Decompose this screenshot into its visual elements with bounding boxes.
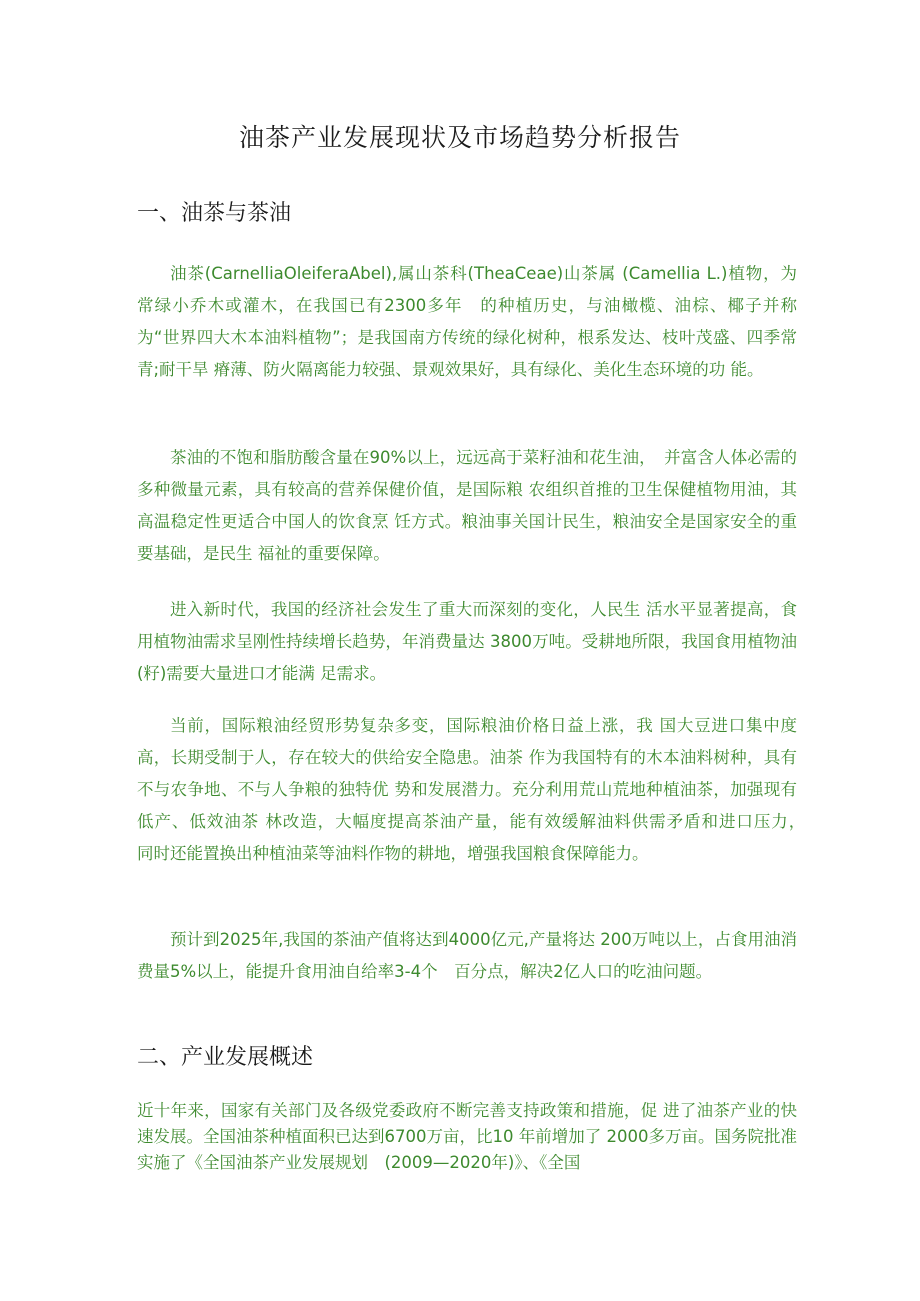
section-heading-2: 二、产业发展概述 — [137, 1045, 314, 1070]
paragraph-new-era-demand: 进入新时代，我国的经济社会发生了重大而深刻的变化，人民生 活水平显著提高，食用植物油需求呈刚性持续增长趋势，年消费量达 3800万吨。受耕地所限，我国食用植物油(籽)需要大量进口才能满 足需求。 — [137, 600, 797, 683]
paragraph-industry-overview: 近十年来，国家有关部门及各级党委政府不断完善支持政策和措施，促 进了油茶产业的快速发展。全国油茶种植面积已达到6700万亩，比10 年前增加了 2000多万亩。国务院批准实施了《全国油茶产业发展规划 (2009—2020年)》、《全国 — [137, 1101, 797, 1172]
paragraph-current-situation: 当前，国际粮油经贸形势复杂多变，国际粮油价格日益上涨，我 国大豆进口集中度高，长期受制于人，存在较大的供给安全隐患。油茶 作为我国特有的木本油料树种，具有不与农争地、不与人争粮的独特优 势和发展潜力。充分利用荒山荒地种植油茶，加强现有低产、低效油茶 林改造，大幅度提高茶油产量，能有效缓解油料供需矛盾和进口压力， 同时还能置换出种植油菜等油料作物的耕地，增强我国粮食保障能力。 — [137, 716, 819, 863]
paragraph-2025-forecast: 预计到2025年,我国的茶油产值将达到4000亿元,产量将达 200万吨以上，占食用油消费量5%以上，能提升食用油自给率3-4个 百分点，解决2亿人口的吃油问题。 — [137, 930, 797, 981]
section-heading-1: 一、油茶与茶油 — [137, 201, 292, 226]
paragraph-tea-oil-nutrition: 茶油的不饱和脂肪酸含量在90%以上，远远高于菜籽油和花生油， 并富含人体必需的多种微量元素，具有较高的营养保健价值，是国际粮 农组织首推的卫生保健植物用油，其高温稳定性更适合中国人的饮食烹 饪方式。粮油事关国计民生，粮油安全是国家安全的重要基础，是民生 福祉的重要保障。 — [137, 448, 797, 563]
paragraph-camellia-intro: 油茶(CarnelliaOleiferaAbel),属山茶科(TheaCeae)山茶属 (Camellia L.)植物，为常绿小乔木或灌木，在我国已有2300多年 的种植历史，与油橄榄、油棕、椰子并称为“世界四大木本油料植物”；是我国南方传统的绿化树种，根系发达、枝叶茂盛、四季常青;耐干旱 瘠薄、防火隔离能力较强、景观效果好，具有绿化、美化生态环境的功 能。 — [137, 264, 797, 379]
document-title: 油茶产业发展现状及市场趋势分析报告 — [238, 123, 681, 152]
